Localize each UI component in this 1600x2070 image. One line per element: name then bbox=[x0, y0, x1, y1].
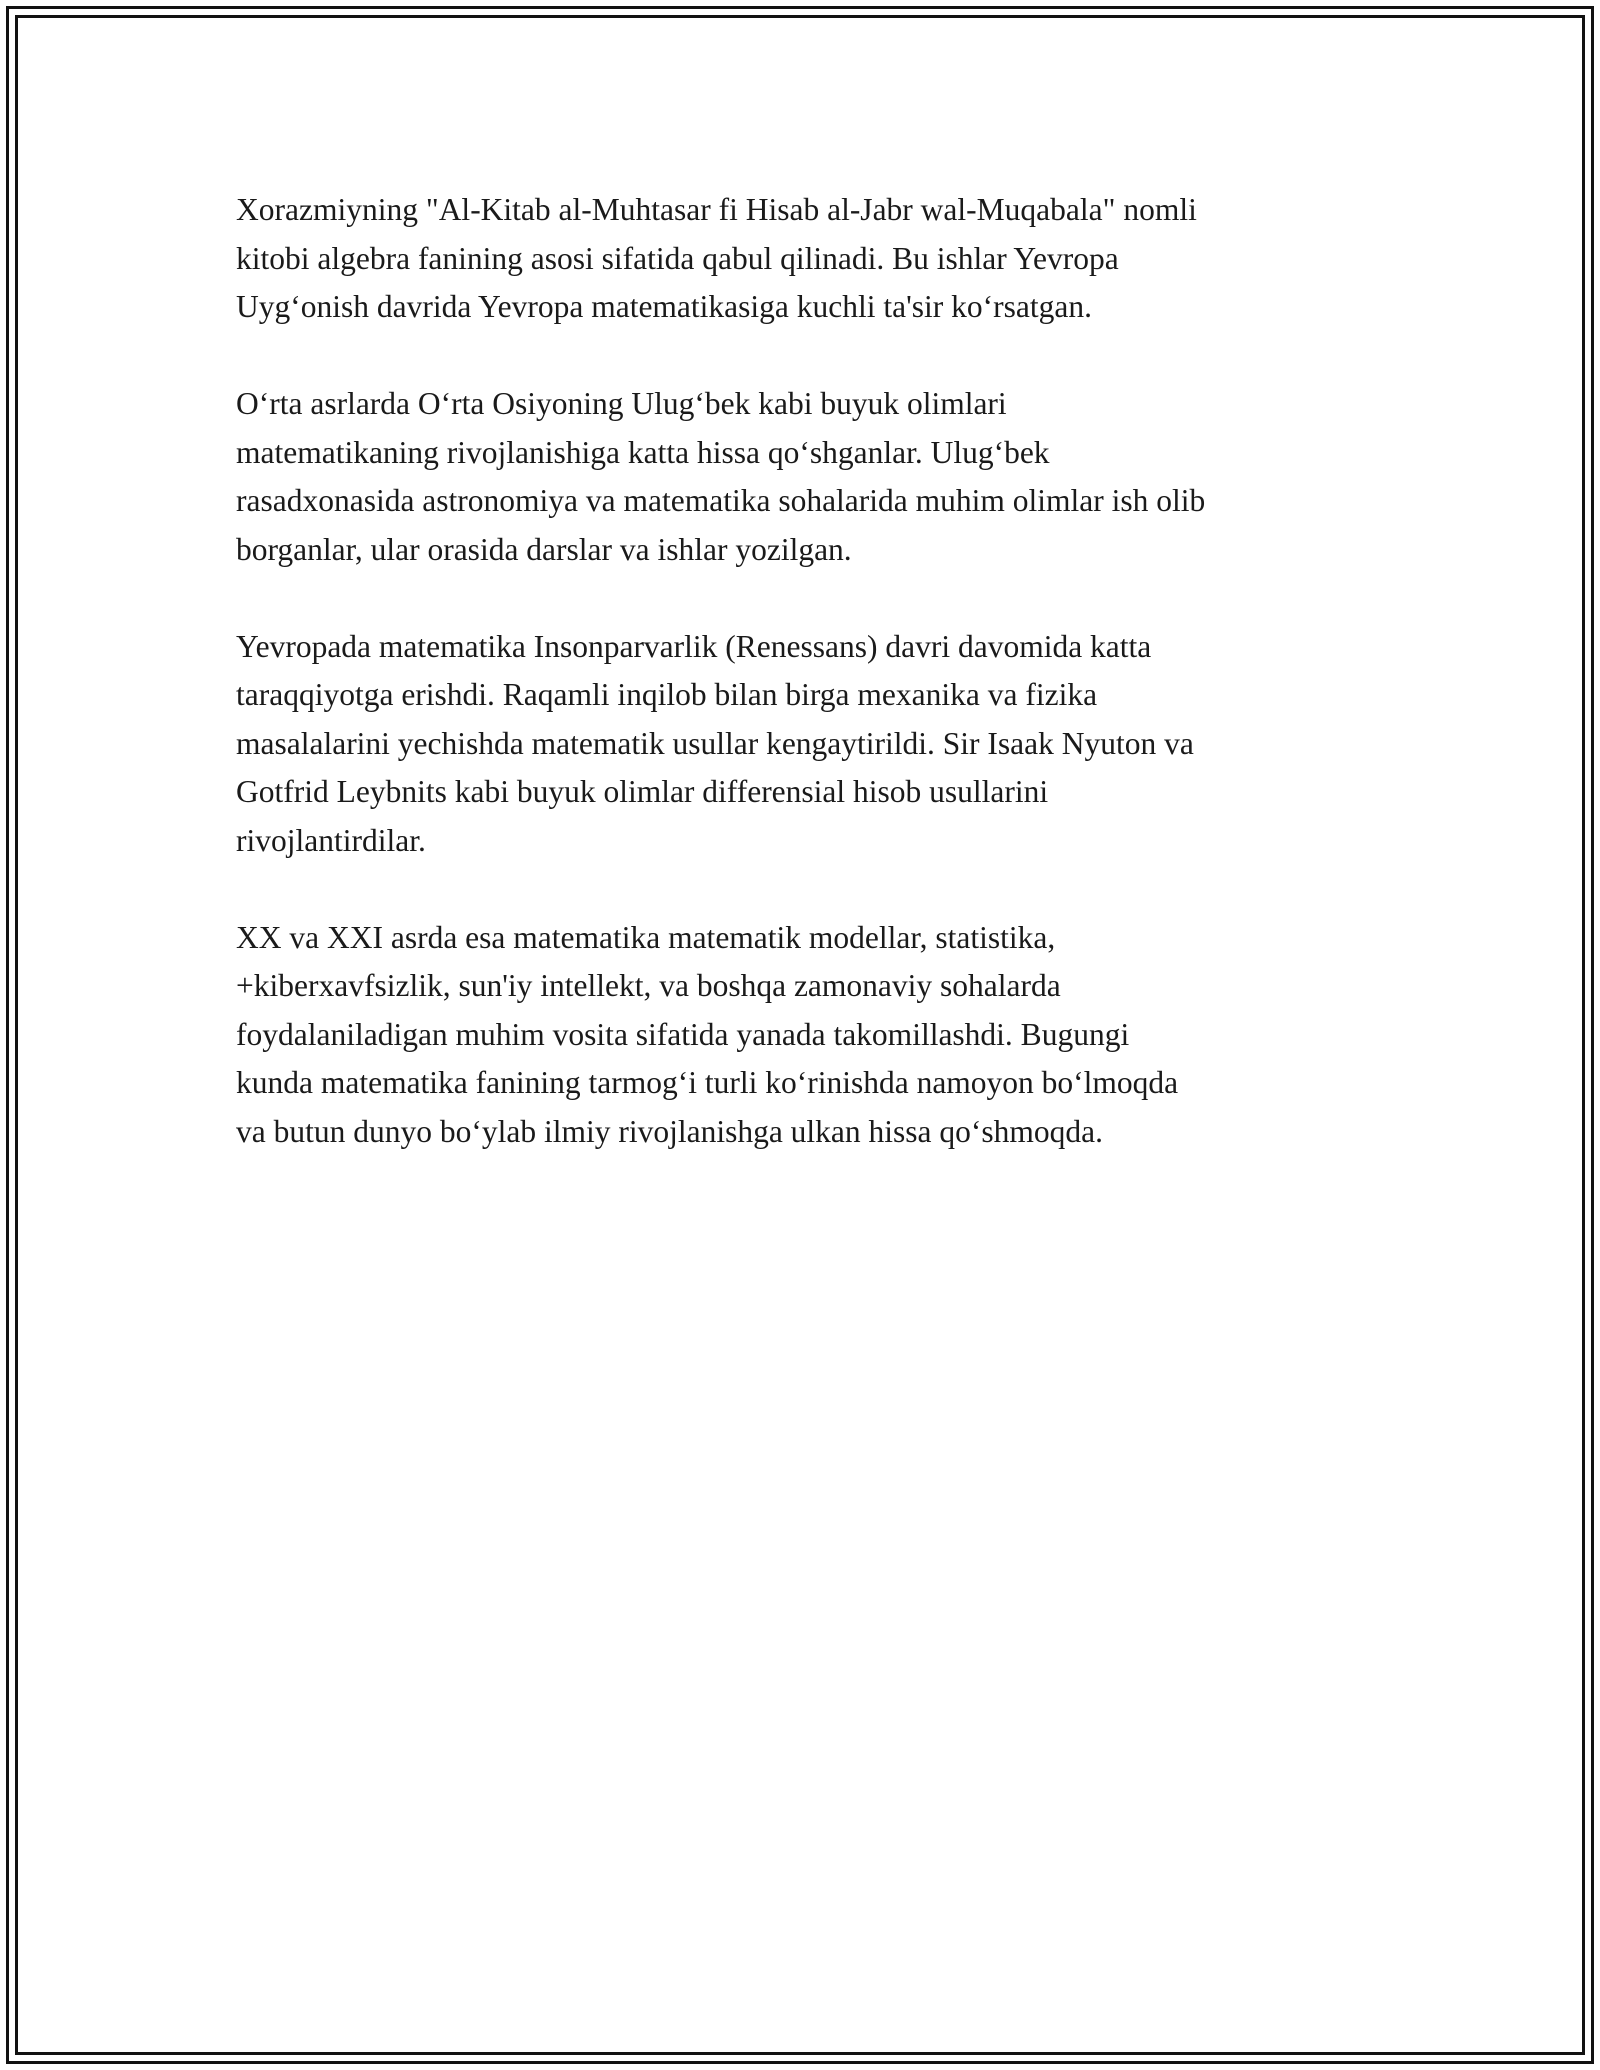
paragraph-renaissance: Yevropada matematika Insonparvarlik (Renessans) davri davomida katta taraqqiyotga erishdi. Raqamli inqilob bilan birga mexanika va fizika masalalarini yechishda matematik usullar kengaytirildi. Sir Isaak Nyuton va Gotfrid Leybnits kabi buyuk olimlar differensial hisob usullarini rivojlantirdilar. bbox=[236, 628, 1194, 858]
paragraph-modern-era: XX va XXI asrda esa matematika matematik modellar, statistika, +kiberxavfsizlik, sun'iy intellekt, va boshqa zamonaviy sohalarda foydalaniladigan muhim vosita sifatida yanada takomillashdi. Bugungi kunda matematika fanining tarmog‘i turli ko‘rinishda namoyon bo‘lmoqda va butun dunyo bo‘ylab ilmiy rivojlanishga ulkan hissa qo‘shmoqda. bbox=[236, 919, 1179, 1149]
document-body bbox=[236, 186, 1386, 1205]
paragraph-xorazmiy: Xorazmiyning "Al-Kitab al-Muhtasar fi Hisab al-Jabr wal-Muqabala" nomli kitobi algebra fanining asosi sifatida qabul qilinadi. Bu ishlar Yevropa Uyg‘onish davrida Yevropa matematikasiga kuchli ta'sir ko‘rsatgan. bbox=[236, 192, 1197, 324]
paragraph-ulugbek: O‘rta asrlarda O‘rta Osiyoning Ulug‘bek kabi buyuk olimlari matematikaning rivojlanishiga katta hissa qo‘shganlar. Ulug‘bek rasadxonasida astronomiya va matematika sohalarida muhim olimlar ish olib borganlar, ular orasida darslar va ishlar yozilgan. bbox=[236, 386, 1206, 567]
